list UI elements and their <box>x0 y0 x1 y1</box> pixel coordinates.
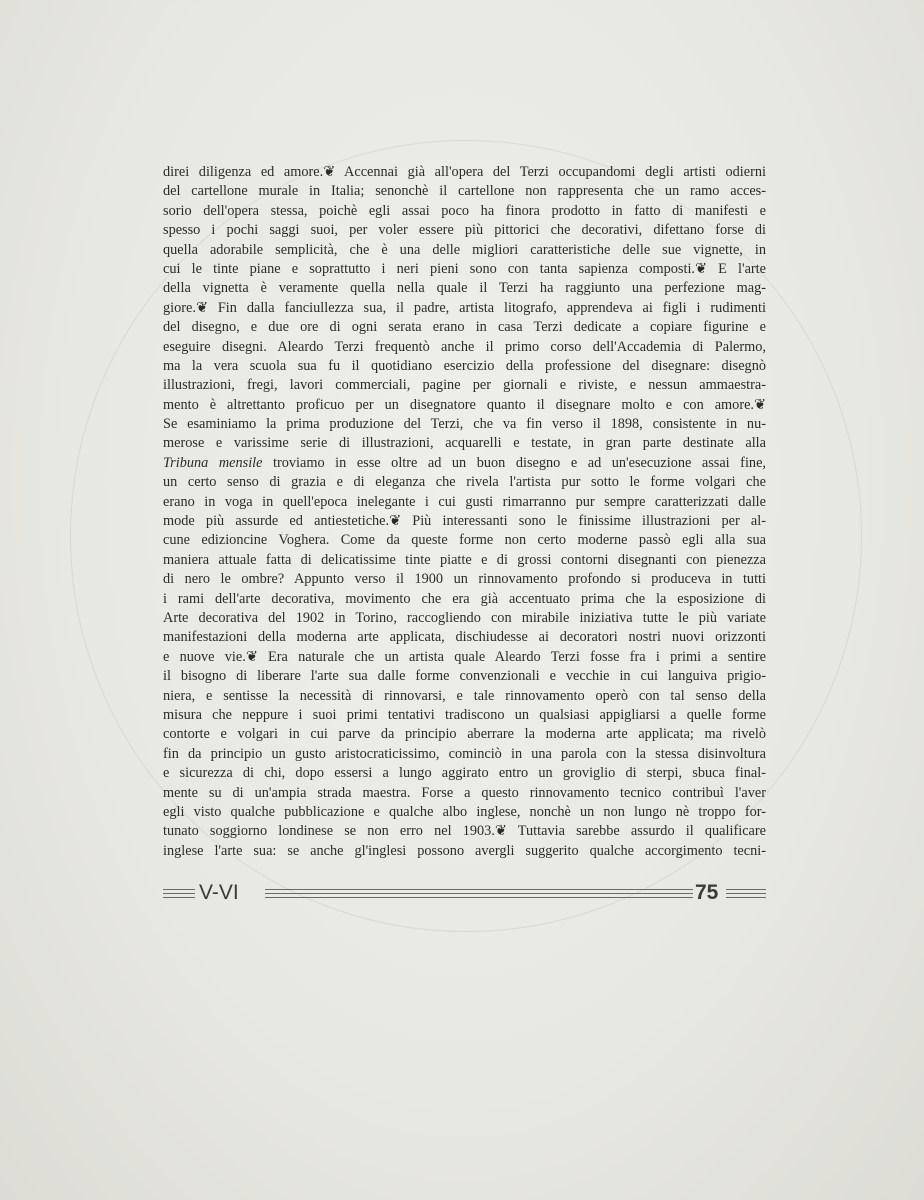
text-line: misura che neppure i suoi primi tentativi tradiscono un qualsiasi appigliarsi a quelle forme <box>163 706 766 723</box>
text-line: tunato soggiorno londinese se non erro nel 1903.❦ Tuttavia sarebbe assurdo il qualificare <box>163 823 766 840</box>
text-line: e sicurezza di chi, dopo essersi a lungo aggirato entro un groviglio di sterpi, sbuca final- <box>163 765 766 782</box>
text-line: Se esaminiamo la prima produzione del Terzi, che va fin verso il 1898, consistente in nu- <box>163 416 766 433</box>
text-line: un certo senso di grazia e di eleganza che rivela l'artista pur sotto le forme volgari che <box>163 474 766 491</box>
text-line: mente su di un'ampia strada maestra. Forse a questo rinnovamento tecnico contribuì l'aver <box>163 784 766 801</box>
text-line: giore.❦ Fin dalla fanciullezza sua, il padre, artista litografo, apprendeva ai figli i rudimenti <box>163 299 766 316</box>
text-line: cui le tinte piane e soprattutto i neri pieni sono con tanta sapienza composti.❦ E l'arte <box>163 260 766 277</box>
text-line: cune edizioncine Voghera. Come da queste forme non certo moderne passò egli alla sua <box>163 532 766 549</box>
text-line: fin da principio un gusto aristocraticissimo, cominciò in una parola con la stessa disinvoltura <box>163 745 766 762</box>
text-line: di nero le ombre? Appunto verso il 1900 un rinnovamento profondo si produceva in tutti <box>163 571 766 588</box>
text-line: niera, e sentisse la necessità di rinnovarsi, e tale rinnovamento operò con tal senso della <box>163 687 766 704</box>
text-line: Arte decorativa del 1902 in Torino, raccogliendo con mirabile iniziativa tutte le più variate <box>163 609 766 626</box>
text-line: Tribuna mensile troviamo in esse oltre ad un buon disegno e ad un'esecuzione assai fine, <box>163 454 766 471</box>
text-line: illustrazioni, fregi, lavori commerciali, pagine per giornali e riviste, e nessun ammaestra- <box>163 377 766 394</box>
text-line: egli visto qualche pubblicazione e qualche albo inglese, nonchè un non lungo nè troppo for- <box>163 803 766 820</box>
text-line: eseguire disegni. Aleardo Terzi frequentò anche il primo corso dell'Accademia di Palermo, <box>163 338 766 355</box>
journal-title: Tribuna mensile <box>163 454 263 471</box>
text-line: erano in voga in quell'epoca inelegante i cui gusti rimarranno pur sempre caratterizzati dalle <box>163 493 766 510</box>
text-line: inglese l'arte sua: se anche gl'inglesi possono avergli suggerito qualche accorgimento tecni- <box>163 842 766 859</box>
text-line: maniera attuale fatta di delicatissime tinte piatte e di grossi contorni disegnanti con pienezza <box>163 551 766 568</box>
footer-rule-middle <box>265 889 693 898</box>
text-line: direi diligenza ed amore.❦ Accennai già all'opera del Terzi occupandomi degli artisti odierni <box>163 164 766 180</box>
text-line: della vignetta è veramente quella nella quale il Terzi ha raggiunto una perfezione mag- <box>163 280 766 297</box>
text-line: del cartellone murale in Italia; senonchè il cartellone non rappresenta che un ramo acces- <box>163 183 766 200</box>
text-line: e nuove vie.❦ Era naturale che un artista quale Aleardo Terzi fosse fra i primi a sentire <box>163 648 766 665</box>
text-line: i rami dell'arte decorativa, movimento che era già accentuato prima che la esposizione di <box>163 590 766 607</box>
text-line: merose e varissime serie di illustrazioni, acquarelli e testate, in gran parte destinate alla <box>163 435 766 452</box>
footer-rule-right <box>726 889 766 898</box>
text-line: mento è altrettanto proficuo per un disegnatore quanto il disegnare molto e con amore.❦ <box>163 396 766 413</box>
text-line: sorio dell'opera stessa, poichè egli assai poco ha finora prodotto in fatto di manifesti e <box>163 202 766 219</box>
footer-rule-left <box>163 889 195 898</box>
text-line: spesso i pochi saggi suoi, per voler essere più pittorici che decorativi, difettano forse di <box>163 222 766 239</box>
page-footer <box>163 878 766 908</box>
text-line: ma la vera scuola sua fu il quotidiano esercizio della professione del disegnare: disegnò <box>163 357 766 374</box>
page-number: 75 <box>695 881 719 904</box>
section-label: V-VI <box>199 881 239 904</box>
text-line: del disegno, e due ore di ogni serata erano in casa Terzi dedicate a copiare figurine e <box>163 319 766 336</box>
text-line: contorte e volgari in cui parve da principio aberrare la moderna arte applicata; ma rivelò <box>163 726 766 743</box>
article-body <box>163 163 766 861</box>
text-line: il bisogno di liberare l'arte sua dalle forme convenzionali e vecchie in cui languiva prigio- <box>163 668 766 685</box>
text-line: manifestazioni della moderna arte applicata, dischiudesse ai decoratori nostri nuovi orizzonti <box>163 629 766 646</box>
text-line: quella adorabile semplicità, che è una delle migliori caratteristiche delle sue vignette, in <box>163 241 766 258</box>
text-line: mode più assurde ed antiestetiche.❦ Più interessanti sono le finissime illustrazioni per al- <box>163 513 766 530</box>
